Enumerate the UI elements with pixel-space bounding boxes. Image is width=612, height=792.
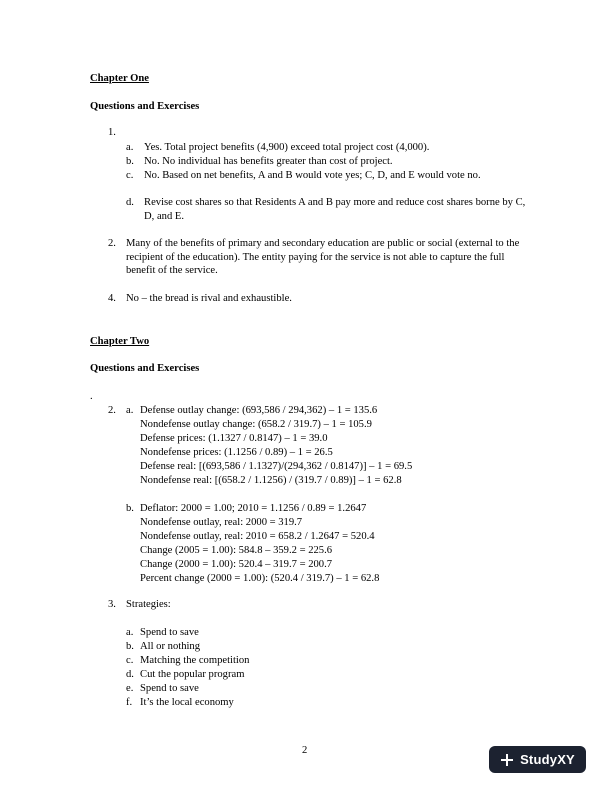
item-text: Cut the popular program bbox=[140, 669, 245, 680]
item-label: e. bbox=[126, 683, 134, 694]
logo-text: Study bbox=[520, 751, 558, 767]
item-text: It’s the local economy bbox=[140, 697, 234, 708]
ch2-question-2-part-a-label: a. bbox=[126, 405, 134, 416]
chapter-two-title: Chapter Two bbox=[90, 336, 150, 347]
chapter-one-section-heading: Questions and Exercises bbox=[90, 101, 200, 112]
calc-line: Nondefense outlay, real: 2000 = 319.7 bbox=[140, 517, 303, 528]
item-label: a. bbox=[126, 627, 134, 638]
calc-line: Deflator: 2000 = 1.00; 2010 = 1.1256 / 0.89 = 1.2647 bbox=[140, 503, 367, 514]
plus-icon bbox=[500, 753, 514, 767]
item-label: b. bbox=[126, 641, 134, 652]
ch2-question-3-text: Strategies: bbox=[126, 599, 171, 610]
calc-line: Nondefense prices: (1.1256 / 0.89) – 1 = 26.5 bbox=[140, 447, 333, 458]
calc-line: Defense outlay change: (693,586 / 294,362) – 1 = 135.6 bbox=[140, 405, 378, 416]
item-text: All or nothing bbox=[140, 641, 201, 652]
chapter-two-section-heading: Questions and Exercises bbox=[90, 363, 200, 374]
logo-accent-text: XY bbox=[557, 751, 575, 767]
item-label: b. bbox=[126, 156, 134, 167]
page-number: 2 bbox=[302, 745, 308, 756]
calc-line: Change (2000 = 1.00): 520.4 – 319.7 = 200.7 bbox=[140, 559, 333, 570]
question-2-text: Many of the benefits of primary and secondary education are public or social (external to the recipient of the education). The entity paying for the service is not able to capture the full benefit of the service. bbox=[126, 238, 520, 277]
item-text: Spend to save bbox=[140, 627, 199, 638]
item-text: No. Based on net benefits, A and B would vote yes; C, D, and E would vote no. bbox=[144, 170, 481, 181]
calc-line: Percent change (2000 = 1.00): (520.4 / 319.7) – 1 = 62.8 bbox=[140, 573, 380, 584]
ch2-question-2-part-b-label: b. bbox=[126, 503, 134, 514]
item-text: No. No individual has benefits greater than cost of project. bbox=[144, 156, 393, 167]
calc-line: Nondefense outlay change: (658.2 / 319.7) – 1 = 105.9 bbox=[140, 419, 372, 430]
ch2-question-2-number: 2. bbox=[108, 405, 116, 416]
question-4-number: 4. bbox=[108, 293, 116, 304]
item-text: Matching the competition bbox=[140, 655, 250, 666]
item-text: Revise cost shares so that Residents A and B pay more and reduce cost shares borne by C, D, and E. bbox=[144, 197, 526, 222]
calc-line: Change (2005 = 1.00): 584.8 – 359.2 = 225.6 bbox=[140, 545, 333, 556]
stray-mark: . bbox=[90, 391, 93, 402]
studyxy-logo bbox=[489, 746, 586, 773]
ch2-question-3-number: 3. bbox=[108, 599, 116, 610]
item-label: c. bbox=[126, 170, 134, 181]
item-text: Yes. Total project benefits (4,900) exceed total project cost (4,000). bbox=[144, 142, 430, 153]
item-label: d. bbox=[126, 669, 134, 680]
calc-line: Defense real: [(693,586 / 1.1327)/(294,362 / 0.8147)] – 1 = 69.5 bbox=[140, 461, 413, 472]
item-label: d. bbox=[126, 197, 134, 208]
item-label: a. bbox=[126, 142, 134, 153]
question-1-number: 1. bbox=[108, 127, 116, 138]
chapter-one-title: Chapter One bbox=[90, 73, 149, 84]
calc-line: Defense prices: (1.1327 / 0.8147) – 1 = 39.0 bbox=[140, 433, 328, 444]
item-label: f. bbox=[126, 697, 133, 708]
calc-line: Nondefense real: [(658.2 / 1.1256) / (319.7 / 0.89)] – 1 = 62.8 bbox=[140, 475, 402, 486]
question-2-number: 2. bbox=[108, 238, 116, 249]
question-4-text: No – the bread is rival and exhaustible. bbox=[126, 293, 292, 304]
item-text: Spend to save bbox=[140, 683, 199, 694]
calc-line: Nondefense outlay, real: 2010 = 658.2 / 1.2647 = 520.4 bbox=[140, 531, 375, 542]
item-label: c. bbox=[126, 655, 134, 666]
